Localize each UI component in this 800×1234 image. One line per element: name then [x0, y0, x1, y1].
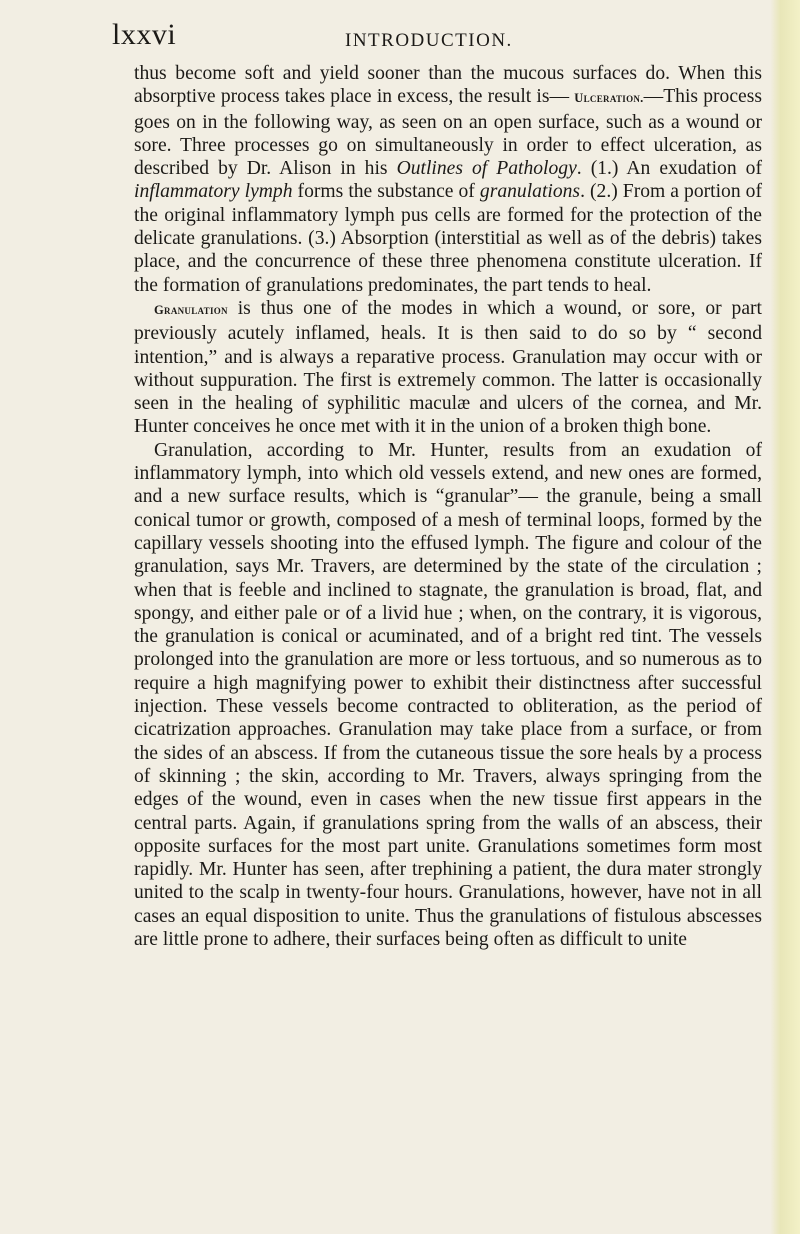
page-edge: [770, 0, 800, 1234]
text-run: thus become soft and yield sooner than the mucous surfaces do. When this absorptive process takes place in excess, the result is—: [134, 63, 762, 108]
side-heading: Granulation: [154, 302, 228, 317]
page-number: lxxvi: [112, 18, 177, 51]
paragraph: [134, 297, 762, 439]
text-run: is thus one of the modes in which a wound, or sore, or part previously acutely inflamed, heals. It is then said to do so by “ second intention,” and is always a reparative process. Granulation may occur with or without suppuration. The first is extremely common. The latter is occasionally seen in the healing of syphilitic maculæ and ulcers of the cornea, and Mr. Hunter conceives he once met with it in the union of a broken thigh bone.: [134, 297, 762, 438]
text-run: Granulation, according to Mr. Hunter, results from an exudation of inflammatory lymph, into which old vessels extend, and new ones are formed, and a new surface results, which is “granular”— the granule, being a small conical tumor or growth, composed of a mesh of terminal loops, formed by the capillary vessels shooting into the effused lymph. The figure and colour of the granulation, says Mr. Travers, are determined by the state of the circulation ; when that is feeble and inclined to stagnate, the granulation is broad, flat, and spongy, and either pale or of a livid hue ; when, on the contrary, it is vigorous, the granulation is conical or acuminated, and of a bright red tint. The vessels prolonged into the granulation are more or less tortuous, and so numerous as to require a high magnifying power to exhibit their distinctness after successful injection. These vessels become contracted to obliteration, as the period of cicatrization approaches. Granulation may take place from a surface, or from the sides of an abscess. If from the cutaneous tissue the sore heals by a process of skinning ; the skin, according to Mr. Travers, always springing from the edges of the wound, even in cases when the new tissue first appears in the central parts. Again, if granulations spring from the walls of an abscess, their opposite surfaces for the most part unite. Granulations sometimes form most rapidly. Mr. Hunter has seen, after trephining a patient, the dura mater strongly united to the scalp in twenty-four hours. Granulations, however, have not in all cases an equal disposition to unite. Thus the granulations of fistulous abscesses are little prone to adhere, their surfaces being often as difficult to unite: [134, 439, 762, 950]
text-run: forms the substance of: [292, 181, 480, 203]
body-text: [134, 62, 762, 951]
italic-text: Outlines of Pathology: [396, 158, 577, 180]
italic-text: granulations: [479, 181, 581, 203]
paragraph: [134, 439, 762, 952]
text-run: —This process goes on in the following way, as seen on an open surface, such as a wound or sore. Three processes go on simultaneously in order to effect ulceration, as described by Dr. Alison in his: [134, 86, 762, 180]
text-run: . (2.) From a portion of the original inflammatory lymph pus cells are formed for the protection of the delicate granulations. (3.) Absorption (interstitial as well as of the debris) takes place, and the concurrence of these three phenomena constitute ulceration. If the formation of granulations predominates, the part tends to heal.: [134, 181, 763, 296]
italic-text: inflammatory lymph: [134, 181, 293, 203]
running-head: INTRODUCTION.: [345, 30, 513, 51]
side-heading: Ulceration.: [574, 91, 644, 106]
paragraph: [134, 62, 762, 297]
page-header: [0, 18, 770, 58]
text-run: . (1.) An exudation of: [576, 158, 762, 180]
